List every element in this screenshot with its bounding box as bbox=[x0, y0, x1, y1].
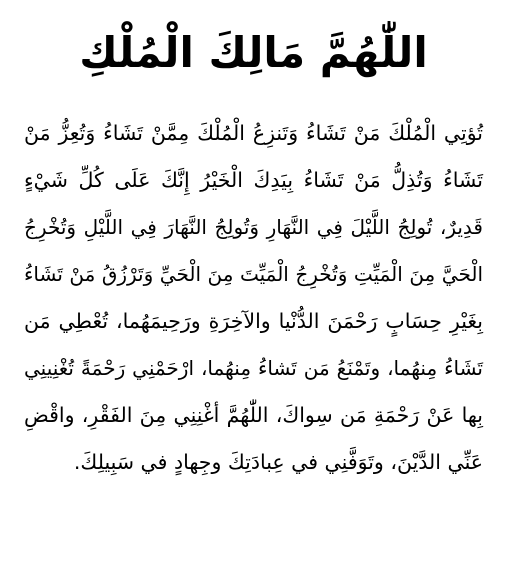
prayer-line: تَشَاءُ مِنهُما، وتَمْنَعُ مَن تَشاءُ مِنهُما، ارْحَمْنِي رَحْمَةً تُغْنِينِي bbox=[24, 356, 483, 380]
prayer-line: تُؤتِي الْمُلْكَ مَنْ تَشَاءُ وَتَنزِعُ الْمُلْكَ مِمَّنْ تَشَاءُ وَتُعِزُّ مَنْ bbox=[24, 121, 483, 145]
prayer-line: تَشَاءُ وَتُذِلُّ مَنْ تَشَاءُ بِيَدِكَ الْخَيْرُ إِنَّكَ عَلَى كُلِّ شَيْءٍ bbox=[24, 168, 483, 192]
prayer-body bbox=[24, 110, 483, 486]
prayer-line: بِها عَنْ رَحْمَةِ مَن سِواكَ، اللّٰهُمَّ أغْنِنِي مِنَ الفَقْرِ، واقْضِ bbox=[24, 403, 483, 427]
prayer-line: بِغَيْرِ حِسَابٍ رَحْمَنَ الدُّنْيا والآخِرَةِ ورَحِيمَهُما، تُعْطِي مَن bbox=[24, 309, 483, 333]
prayer-line: قَدِيرٌ، تُولِجُ اللَّيْلَ فِي النَّهَارِ وَتُولِجُ النَّهَارَ فِي اللَّيْلِ وَتُخْرِجُ bbox=[24, 215, 483, 239]
prayer-title: اللّٰهُمَّ مَالِكَ الْمُلْكِ bbox=[79, 28, 428, 77]
prayer-line: عَنِّي الدَّيْنَ، وتَوَفَّنِي في عِبادَتِكَ وجِهادٍ في سَبِيلِكَ. bbox=[73, 450, 483, 474]
prayer-line: الْحَيَّ مِنَ الْمَيِّتِ وَتُخْرِجُ الْمَيِّتَ مِنَ الْحَيِّ وَتَرْزُقُ مَنْ تَشَاءُ bbox=[24, 262, 483, 286]
